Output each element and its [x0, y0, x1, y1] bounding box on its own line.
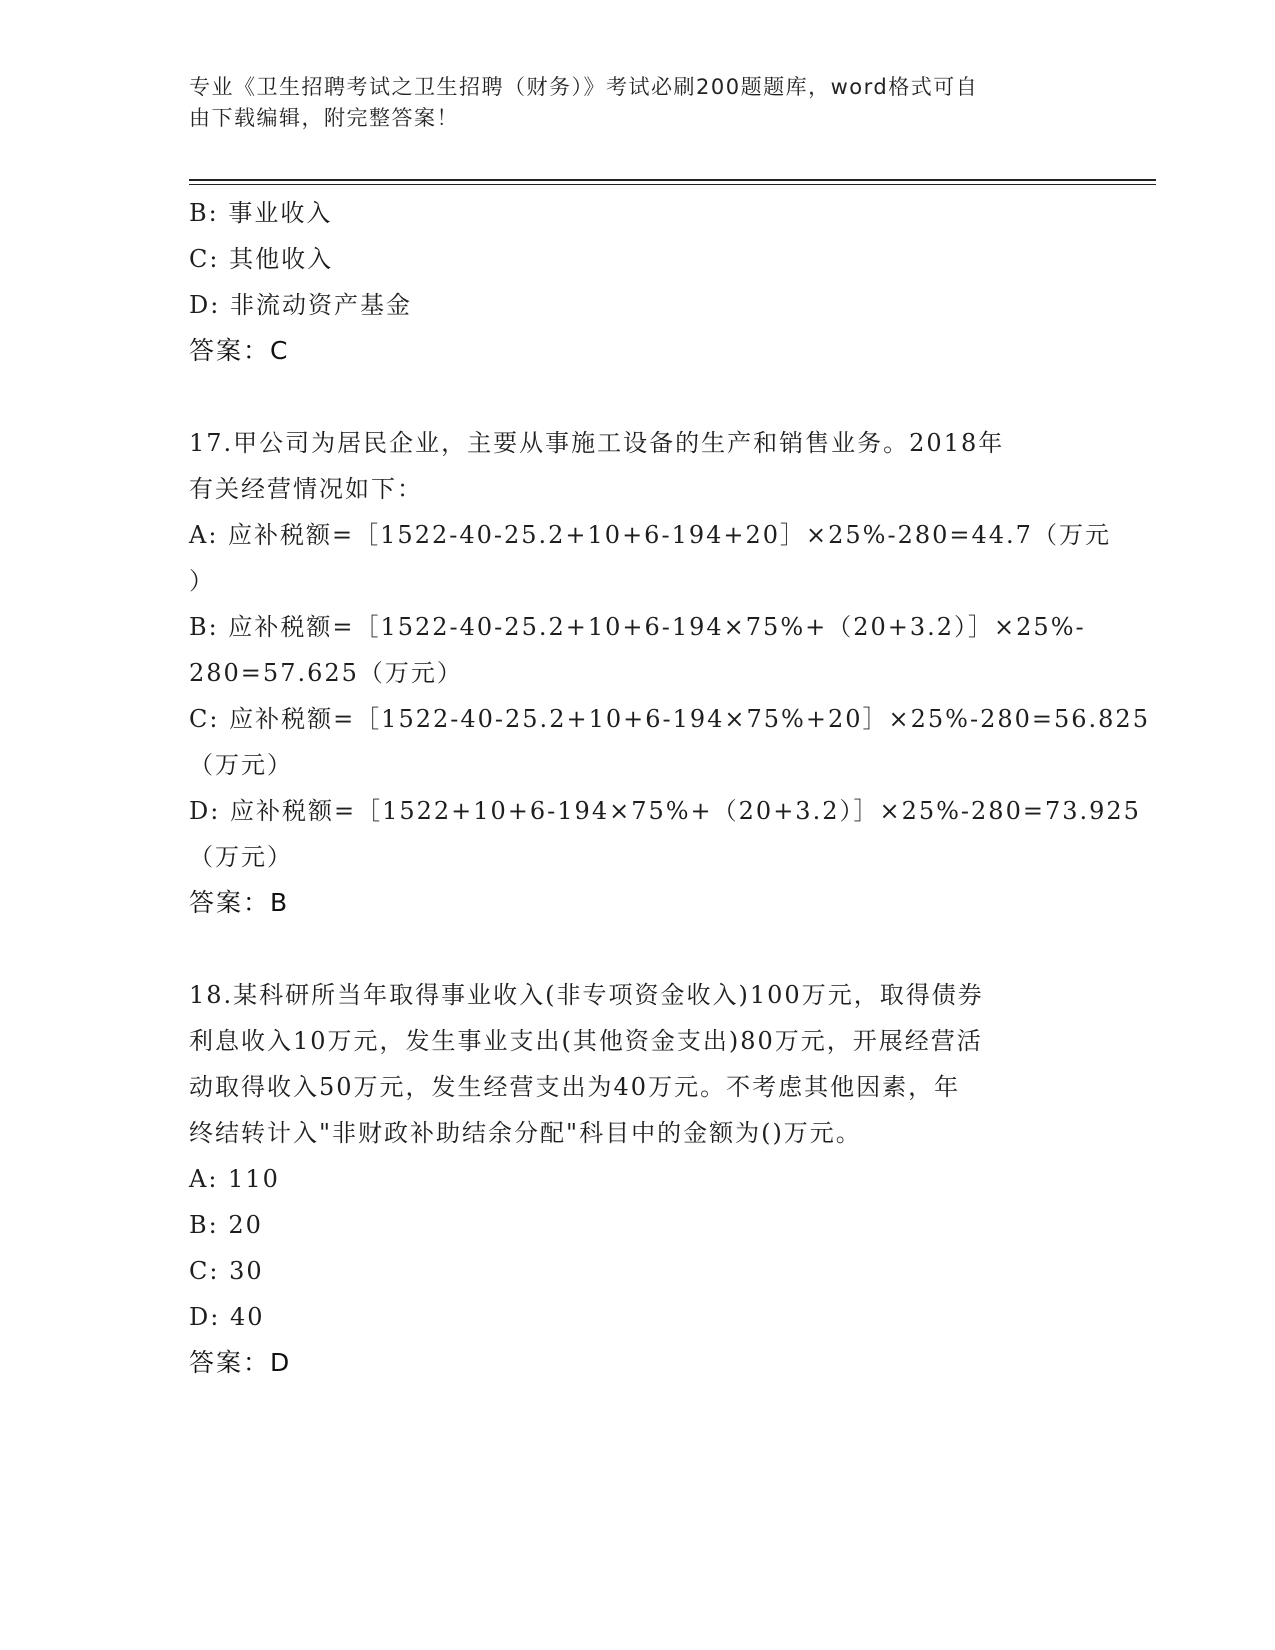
- q18-stem-line-1: 18.某科研所当年取得事业收入(非专项资金收入)100万元，取得债券: [189, 981, 984, 1009]
- question-17: [189, 420, 1150, 926]
- question-18: [189, 972, 1089, 1386]
- q17-option-a-line-2: ）: [189, 567, 215, 595]
- q17-stem-line-1: 17.甲公司为居民企业，主要从事施工设备的生产和销售业务。2018年: [189, 429, 1005, 457]
- q17-answer: 答案：B: [189, 888, 290, 917]
- q17-option-b-line-2: 280=57.625（万元）: [189, 659, 463, 687]
- q18-stem-line-4: 终结转计入"非财政补助结余分配"科目中的金额为()万元。: [189, 1119, 862, 1147]
- q17-option-b-line-1: B: 应补税额=［1522-40-25.2+10+6-194×75%+（20+3.2）］×25%-: [189, 613, 1086, 641]
- q17-option-d-line-1: D: 应补税额=［1522+10+6-194×75%+（20+3.2）］×25%-280=73.925: [189, 797, 1141, 825]
- q17-option-c-line-2: （万元）: [189, 751, 293, 779]
- q17-option-a-line-1: A: 应补税额=［1522-40-25.2+10+6-194+20］×25%-280=44.7（万元: [189, 521, 1111, 549]
- header-line-1: 专业《卫生招聘考试之卫生招聘（财务）》考试必刷200题题库，word格式可自: [189, 75, 979, 99]
- question-16: [189, 190, 1089, 374]
- q17-option-d-line-2: （万元）: [189, 843, 293, 871]
- header-divider-bottom: [189, 184, 1156, 185]
- q16-answer: 答案：C: [189, 336, 290, 365]
- header-line-2: 由下载编辑，附完整答案！: [189, 106, 459, 130]
- q17-option-c-line-1: C: 应补税额=［1522-40-25.2+10+6-194×75%+20］×25%-280=56.825: [189, 705, 1150, 733]
- q18-option-b: B: 20: [189, 1211, 263, 1239]
- spacer: [189, 374, 1089, 420]
- q16-option-c: C: 其他收入: [189, 245, 334, 273]
- document-header: [189, 72, 1089, 134]
- q18-option-d: D: 40: [189, 1303, 265, 1331]
- document-body: [189, 190, 1150, 1386]
- spacer: [189, 926, 1089, 972]
- q18-option-c: C: 30: [189, 1257, 264, 1285]
- q17-stem-line-2: 有关经营情况如下：: [189, 475, 423, 503]
- q18-option-a: A: 110: [189, 1165, 280, 1193]
- header-divider-top: [189, 179, 1156, 181]
- q18-stem-line-3: 动取得收入50万元，发生经营支出为40万元。不考虑其他因素，年: [189, 1073, 961, 1101]
- q18-answer: 答案：D: [189, 1348, 292, 1377]
- q18-stem-line-2: 利息收入10万元，发生事业支出(其他资金支出)80万元，开展经营活: [189, 1027, 983, 1055]
- q16-option-b: B: 事业收入: [189, 199, 333, 227]
- q16-option-d: D: 非流动资产基金: [189, 291, 412, 319]
